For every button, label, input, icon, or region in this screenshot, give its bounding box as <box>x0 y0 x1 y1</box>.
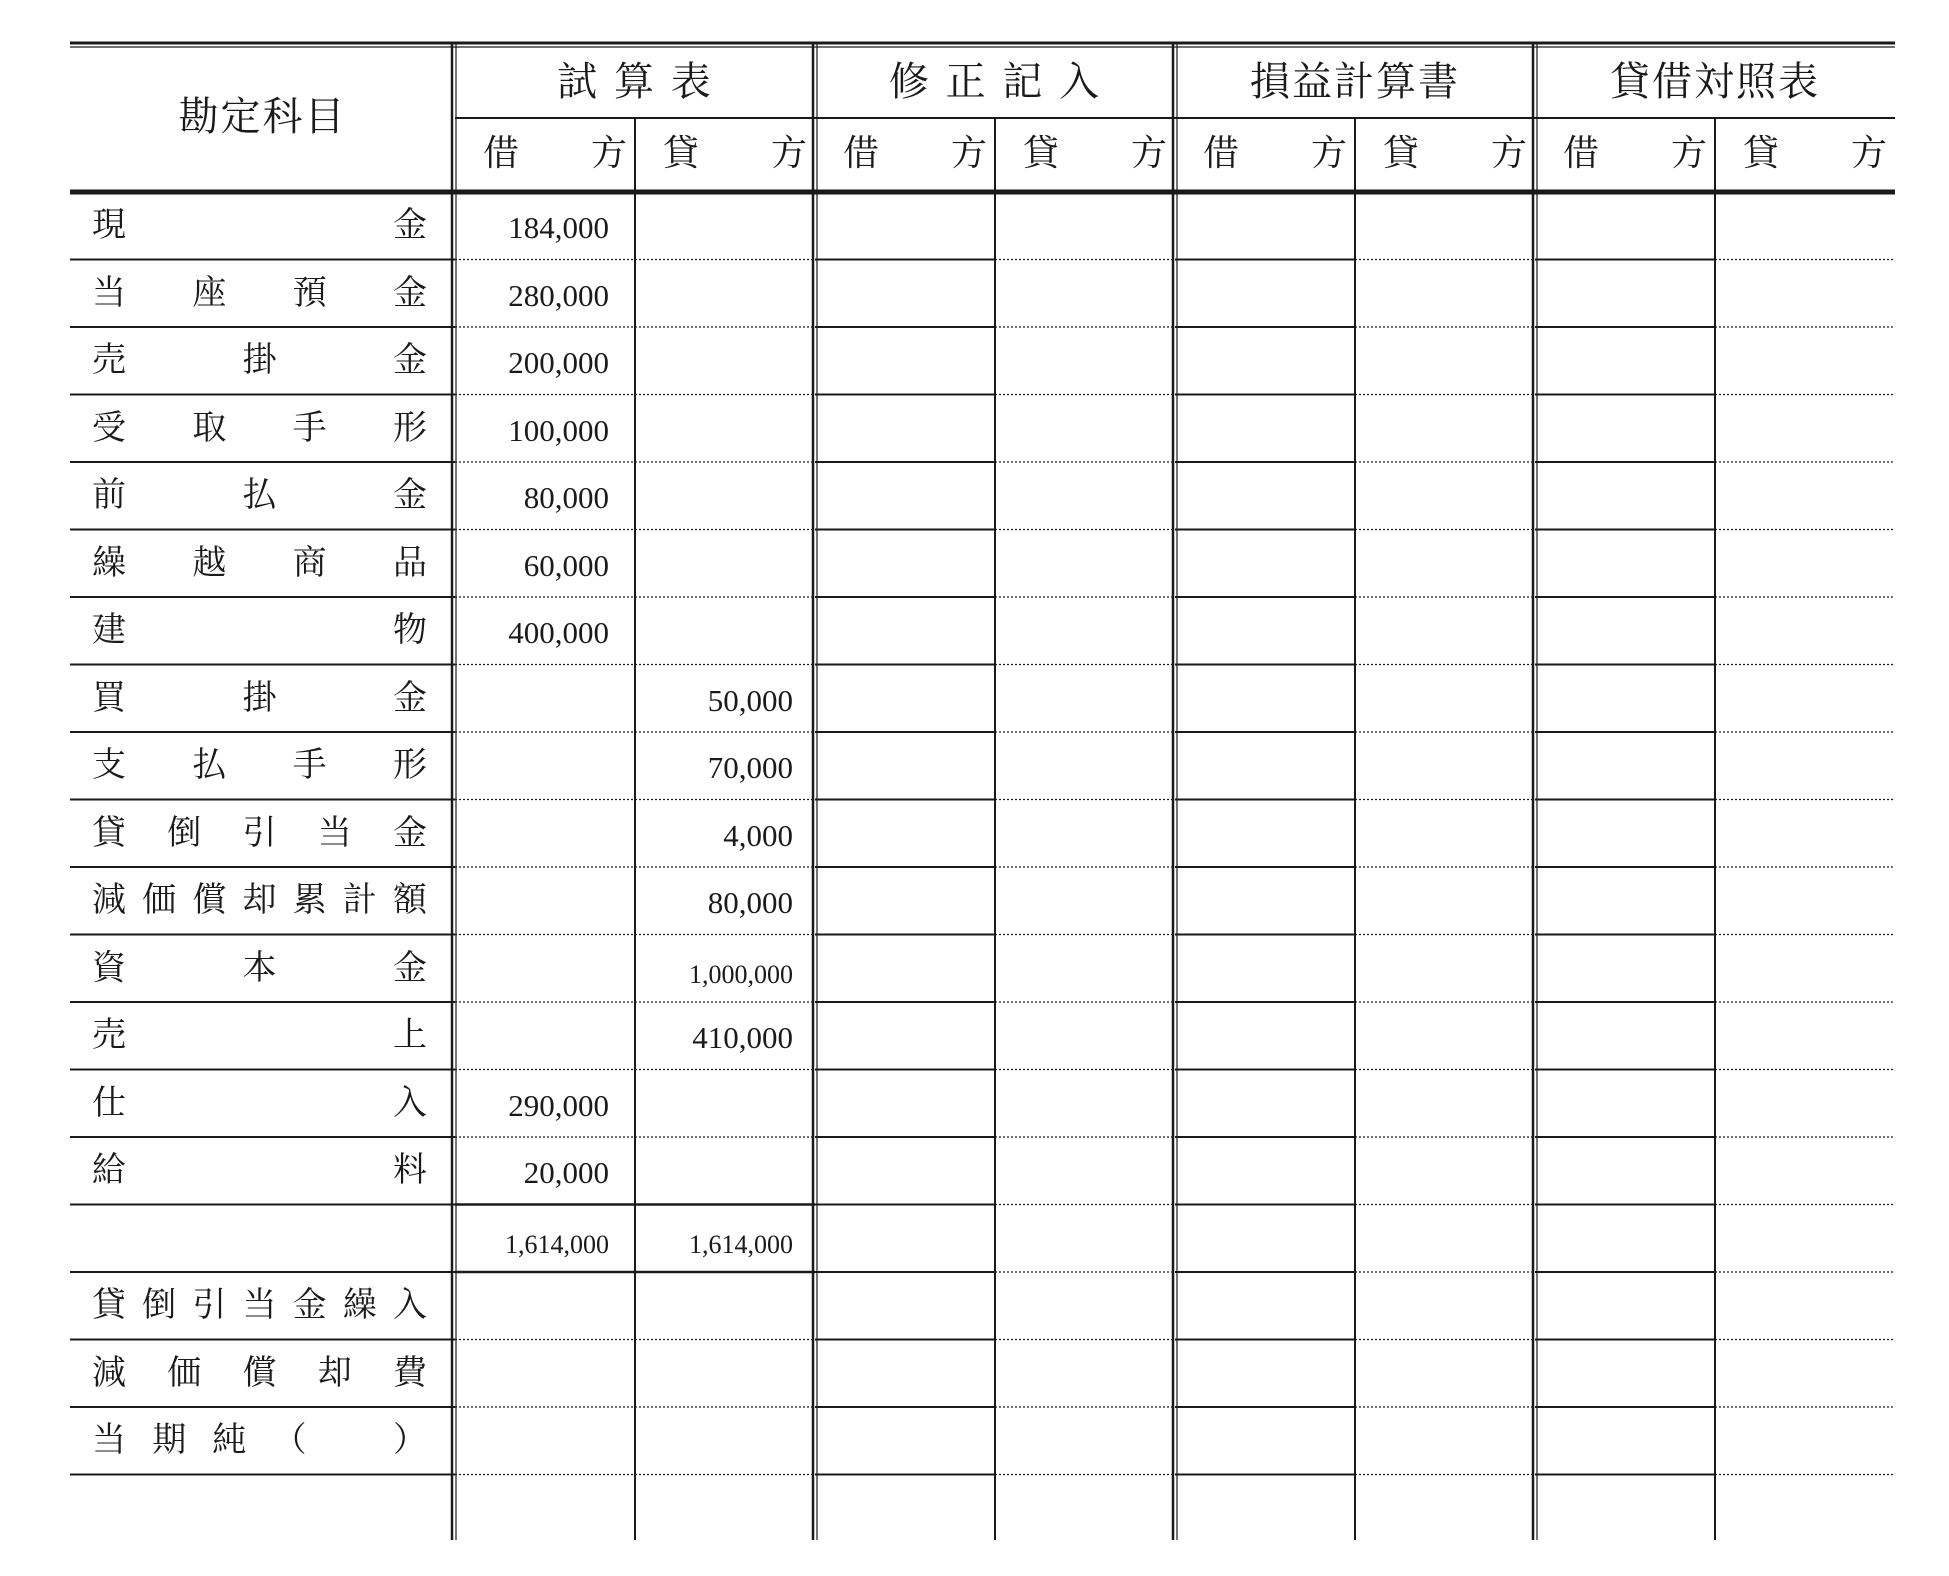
trial-balance-debit: 80,000 <box>523 480 609 515</box>
trial-balance-debit: 184,000 <box>508 210 609 245</box>
trial-balance-credit: 4,000 <box>723 817 793 853</box>
account-char: 期 <box>152 1420 187 1460</box>
credit-header: 貸 方 <box>663 133 808 174</box>
account-char: 金 <box>393 677 427 718</box>
account-char: 受 <box>92 407 126 448</box>
account-char: 金 <box>393 205 427 245</box>
account-char: 繰 <box>342 1285 377 1325</box>
credit-header: 貸 方 <box>1743 133 1888 174</box>
account-char: 料 <box>393 1150 427 1190</box>
account-name <box>92 880 427 920</box>
trial-balance-debit: 20,000 <box>523 1155 609 1190</box>
account-char: 却 <box>317 1352 352 1393</box>
group-title: 貸借対照表 <box>1610 59 1820 105</box>
account-char: 買 <box>92 677 126 718</box>
account-header: 勘定科目 <box>178 94 347 140</box>
account-char: 償 <box>242 1352 277 1393</box>
account-name <box>92 205 427 245</box>
account-char: 座 <box>192 272 227 313</box>
account-char: 価 <box>142 880 177 920</box>
trial-balance-credit: 80,000 <box>707 885 793 920</box>
account-char: 引 <box>192 1285 227 1325</box>
account-char: 貸 <box>92 812 126 853</box>
debit-header: 借 方 <box>483 133 628 174</box>
debit-header: 借 方 <box>1563 133 1708 174</box>
trial-balance-debit: 200,000 <box>508 345 609 380</box>
account-char: 本 <box>242 947 277 988</box>
account-char: 物 <box>393 610 427 650</box>
account-char: 品 <box>392 542 427 583</box>
account-char: 費 <box>393 1352 427 1393</box>
account-name <box>92 272 427 313</box>
account-name <box>92 1420 427 1460</box>
account-char: 前 <box>92 475 126 515</box>
account-char: 入 <box>392 1285 427 1325</box>
account-char: 金 <box>292 1285 327 1325</box>
account-char: 却 <box>242 880 277 920</box>
account-char: 掛 <box>242 340 277 380</box>
account-name <box>92 947 427 988</box>
account-name <box>92 1285 427 1325</box>
account-char: 純 <box>212 1420 247 1460</box>
trial-balance-debit: 290,000 <box>508 1087 609 1123</box>
account-char: 商 <box>292 542 327 583</box>
account-char: 金 <box>393 812 427 853</box>
account-char: 仕 <box>92 1082 126 1123</box>
account-char: 払 <box>192 745 227 785</box>
account-char: 金 <box>393 947 427 988</box>
account-char: 掛 <box>242 677 277 718</box>
trial-balance-credit: 50,000 <box>707 682 793 718</box>
account-char: 倒 <box>167 812 202 853</box>
account-name <box>92 407 427 448</box>
account-char: 貸 <box>92 1285 126 1325</box>
account-char: 払 <box>242 475 277 515</box>
account-char: 計 <box>342 880 377 920</box>
account-char: 手 <box>292 745 327 785</box>
account-char <box>333 1423 367 1457</box>
trial-balance-credit: 410,000 <box>692 1020 793 1055</box>
account-char: 現 <box>92 205 126 245</box>
account-name <box>92 1352 427 1393</box>
account-name <box>92 812 427 853</box>
account-char: 預 <box>292 272 327 313</box>
account-name <box>92 610 427 650</box>
account-name <box>92 340 427 380</box>
trial-balance-debit: 280,000 <box>508 277 609 313</box>
debit-header: 借 方 <box>843 133 988 174</box>
account-char: 給 <box>92 1150 126 1190</box>
account-char: 手 <box>292 407 327 448</box>
trial-balance-debit: 60,000 <box>523 547 609 583</box>
trial-balance-debit: 100,000 <box>508 412 609 448</box>
account-char: 当 <box>92 272 126 313</box>
account-char: 当 <box>92 1420 126 1460</box>
trial-balance-debit: 400,000 <box>508 615 609 650</box>
account-name <box>92 1150 427 1190</box>
account-char: 取 <box>192 407 227 448</box>
group-title: 損益計算書 <box>1250 59 1460 105</box>
account-char: 償 <box>192 880 227 920</box>
account-char: （ <box>272 1420 307 1460</box>
credit-header: 貸 方 <box>1383 133 1528 174</box>
worksheet-table <box>70 40 1895 1540</box>
account-char: 繰 <box>92 542 126 583</box>
account-char: 減 <box>92 1352 126 1393</box>
debit-header: 借 方 <box>1203 133 1348 174</box>
account-char: 価 <box>167 1352 202 1393</box>
account-char: 金 <box>393 475 427 515</box>
account-char: 資 <box>92 947 126 988</box>
account-char: 当 <box>242 1285 277 1325</box>
account-name <box>92 1015 427 1055</box>
account-char: 売 <box>92 1015 126 1055</box>
account-char: 上 <box>393 1015 427 1055</box>
account-char: 形 <box>392 407 427 448</box>
account-char: 額 <box>392 880 427 920</box>
account-char: 形 <box>392 745 427 785</box>
account-char: 累 <box>292 880 327 920</box>
account-char: 入 <box>393 1082 427 1123</box>
account-char: 売 <box>92 340 126 380</box>
account-char: 建 <box>92 610 126 650</box>
account-char: 減 <box>92 880 126 920</box>
account-char: 引 <box>242 812 277 853</box>
account-char: 倒 <box>142 1285 177 1325</box>
trial-balance-credit: 1,000,000 <box>689 959 793 989</box>
account-name <box>92 677 427 718</box>
group-title: 試 算 表 <box>557 59 713 105</box>
account-char: ） <box>392 1420 427 1460</box>
account-name <box>92 475 427 515</box>
account-char: 越 <box>192 542 227 583</box>
account-name <box>92 745 427 785</box>
account-char: 当 <box>317 812 352 853</box>
group-title: 修 正 記 入 <box>888 59 1102 105</box>
account-name <box>92 1082 427 1123</box>
trial-balance-credit: 70,000 <box>707 750 793 785</box>
trial-balance-debit: 1,614,000 <box>505 1229 609 1259</box>
trial-balance-credit: 1,614,000 <box>689 1229 793 1259</box>
account-char: 金 <box>393 340 427 380</box>
account-char: 支 <box>92 745 126 785</box>
account-name <box>92 542 427 583</box>
account-char: 金 <box>392 272 427 313</box>
credit-header: 貸 方 <box>1023 133 1168 174</box>
